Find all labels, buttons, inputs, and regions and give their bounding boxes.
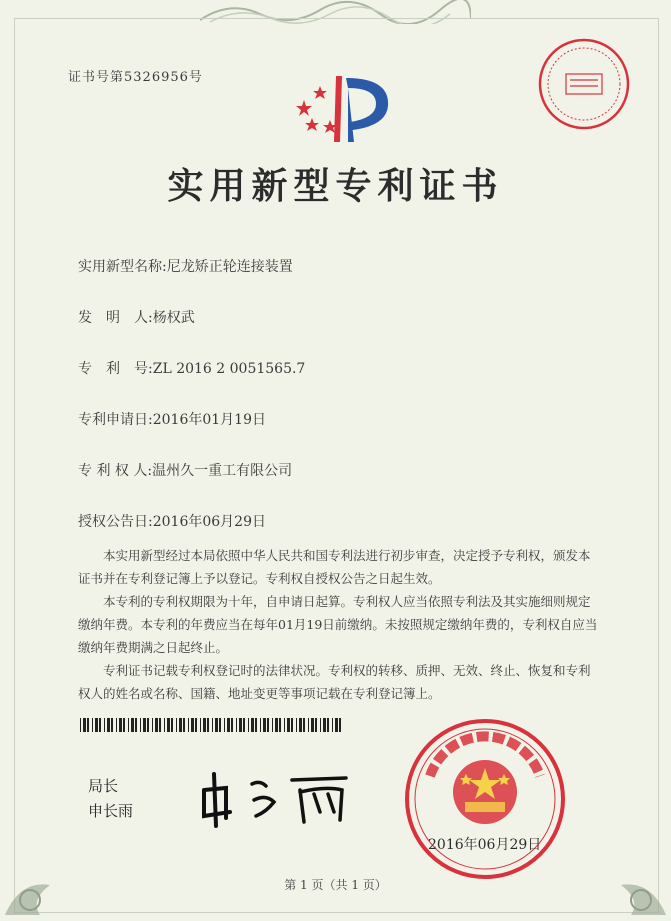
page-number: 第 1 页（共 1 页） (284, 878, 387, 892)
director-name: 申长雨 (88, 802, 134, 820)
field-label: 发 明 人: (78, 310, 153, 326)
field-value: 杨权武 (152, 310, 195, 326)
director-signature (196, 760, 356, 830)
seal-date: 2016年06月29日 (428, 837, 542, 853)
field-label: 专利申请日: (78, 412, 153, 428)
paragraph: 本专利的专利权期限为十年，自申请日起算。专利权人应当依照专利法及其实施细则规定缴纳年费。本专利的年费应当在每年01月19日前缴纳。未按照规定缴纳年费的，专利权自应当缴纳年费期满之日起终止。 (78, 594, 598, 655)
field-grant-date (78, 511, 266, 531)
field-patent-number (78, 358, 305, 378)
field-value: 2016年06月29日 (152, 514, 266, 530)
field-patentee (78, 460, 292, 480)
certificate-body (78, 544, 598, 705)
barcode (80, 718, 342, 732)
page-title: 实用新型专利证书 (167, 165, 504, 207)
field-application-date (78, 409, 266, 429)
agency-seal (536, 36, 632, 132)
paragraph: 专利证书记载专利权登记时的法律状况。专利权的转移、质押、无效、终止、恢复和专利权人的姓名或名称、国籍、地址变更等事项记载在专利登记簿上。 (78, 663, 591, 701)
field-value: 温州久一重工有限公司 (152, 463, 293, 479)
sipo-logo (290, 60, 400, 150)
field-label: 授权公告日: (78, 514, 153, 530)
field-value: ZL 2016 2 0051565.7 (152, 361, 306, 377)
director-title: 局长 (88, 777, 119, 795)
certificate-number: 证书号第5326956号 (68, 70, 203, 85)
field-inventor (78, 307, 195, 327)
field-value: 2016年01月19日 (152, 412, 266, 428)
field-utility-model-name (78, 256, 293, 276)
paragraph: 本实用新型经过本局依照中华人民共和国专利法进行初步审查，决定授予专利权，颁发本证书并在专利登记簿上予以登记。专利权自授权公告之日起生效。 (78, 548, 591, 586)
field-label: 专 利 权 人: (78, 463, 153, 479)
national-seal (402, 716, 568, 882)
field-label: 专 利 号: (78, 361, 153, 377)
field-value: 尼龙矫正轮连接装置 (166, 259, 293, 275)
field-label: 实用新型名称: (78, 259, 167, 275)
